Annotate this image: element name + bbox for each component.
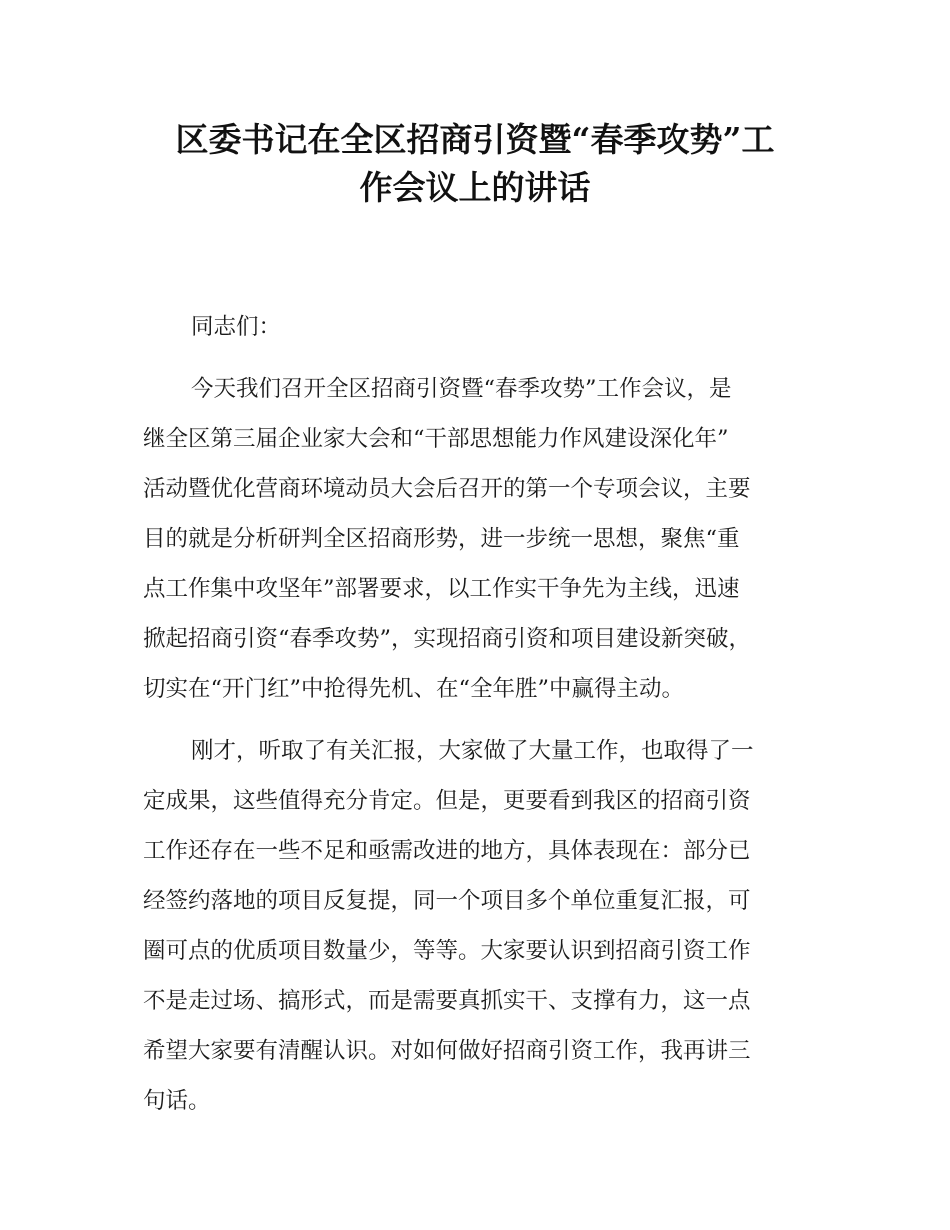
salutation: 同志们： (191, 314, 282, 340)
document-title (130, 116, 820, 212)
title-line-1: 区委书记在全区招商引资暨“春季攻势”工 (175, 120, 775, 159)
text-line: 切实在“开门红”中抢得先机、在“全年胜”中赢得主动。 (143, 676, 685, 702)
text-line: 活动暨优化营商环境动员大会后召开的第一个专项会议，主要 (143, 476, 751, 502)
text-line: 定成果，这些值得充分肯定。但是，更要看到我区的招商引资 (143, 788, 751, 814)
text-line: 刚才，听取了有关汇报，大家做了大量工作，也取得了一 (191, 738, 754, 764)
text-line: 经签约落地的项目反复提，同一个项目多个单位重复汇报，可 (143, 888, 751, 914)
text-line: 工作还存在一些不足和亟需改进的地方，具体表现在：部分已 (143, 838, 751, 864)
text-line: 掀起招商引资“春季攻势”，实现招商引资和项目建设新突破， (143, 626, 752, 652)
text-line: 句话。 (143, 1088, 211, 1114)
text-line: 不是走过场、搞形式，而是需要真抓实干、支撑有力，这一点 (143, 988, 751, 1014)
text-line: 希望大家要有清醒认识。对如何做好招商引资工作，我再讲三 (143, 1038, 751, 1064)
text-line: 圈可点的优质项目数量少，等等。大家要认识到招商引资工作 (143, 938, 751, 964)
text-line: 今天我们召开全区招商引资暨“春季攻势”工作会议，是 (191, 376, 732, 402)
text-line: 目的就是分析研判全区招商形势，进一步统一思想，聚焦“重 (143, 526, 740, 552)
text-line: 点工作集中攻坚年”部署要求，以工作实干争先为主线，迅速 (143, 576, 740, 602)
title-line-2: 作会议上的讲话 (359, 168, 591, 207)
text-line: 继全区第三届企业家大会和“干部思想能力作风建设深化年” (143, 426, 729, 452)
